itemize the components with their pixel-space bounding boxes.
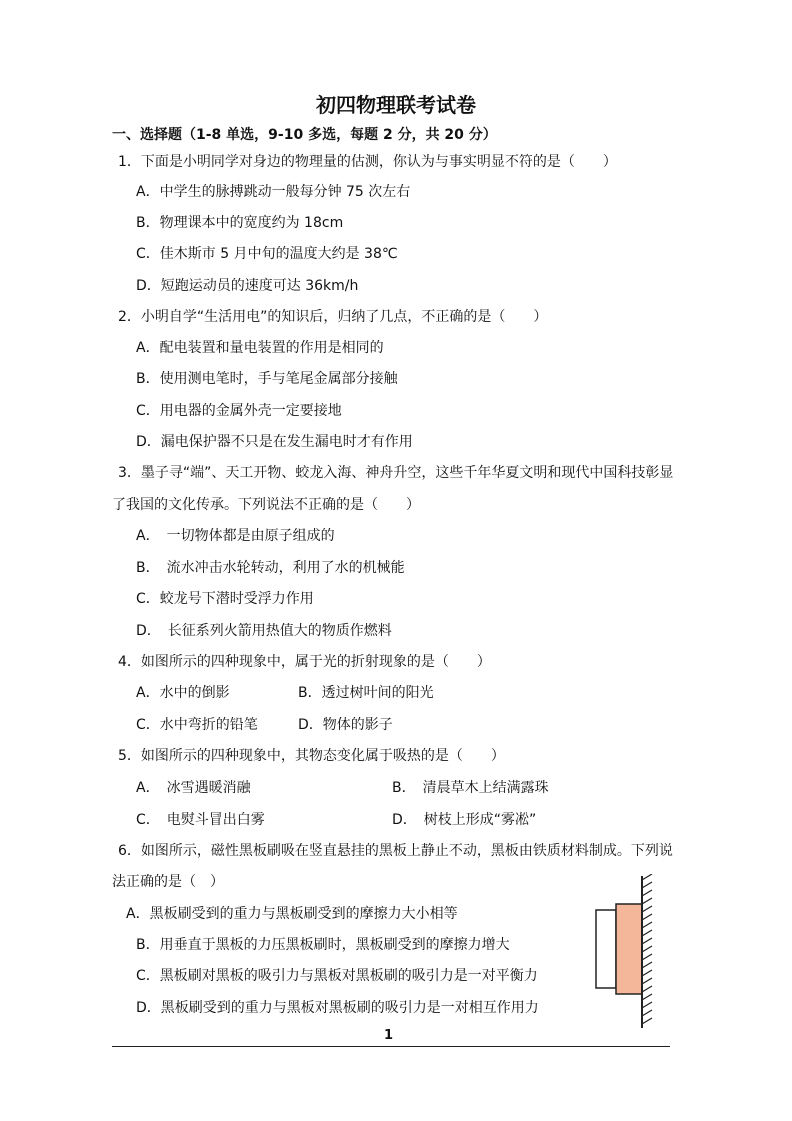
q6-stem-line1: 6．如图所示，磁性黑板刷吸在竖直悬挂的黑板上静止不动，黑板由铁质材料制成。下列说 <box>118 843 673 859</box>
q1-stem: 1．下面是小明同学对身边的物理量的估测，你认为与事实明显不符的是（ ） <box>118 154 617 170</box>
footer-divider <box>112 1046 670 1047</box>
q6-option-a: A．黑板刷受到的重力与黑板刷受到的摩擦力大小相等 <box>126 906 458 922</box>
q3-option-b: B． 流水冲击水轮转动，利用了水的机械能 <box>136 560 405 576</box>
q5-option-c: C． 电熨斗冒出白雾 <box>136 812 265 828</box>
q6-option-d: D．黑板刷受到的重力与黑板对黑板刷的吸引力是一对相互作用力 <box>136 1000 539 1016</box>
q5-option-b: B． 清晨草木上结满露珠 <box>392 780 549 796</box>
q5-option-a: A． 冰雪遇暖消融 <box>136 780 251 796</box>
q6-option-b: B．用垂直于黑板的力压黑板刷时，黑板刷受到的摩擦力增大 <box>136 937 510 953</box>
q3-option-c: C．蛟龙号下潜时受浮力作用 <box>136 591 314 607</box>
q6-option-c: C．黑板刷对黑板的吸引力与黑板对黑板刷的吸引力是一对平衡力 <box>136 968 538 984</box>
eraser-handle <box>596 910 616 988</box>
q4-option-d: D．物体的影子 <box>298 717 393 733</box>
q1-option-c: C．佳木斯市 5 月中旬的温度大约是 38℃ <box>136 246 398 262</box>
q2-stem: 2．小明自学“生活用电”的知识后，归纳了几点，不正确的是（ ） <box>118 309 548 325</box>
q1-option-d: D．短跑运动员的速度可达 36km/h <box>136 278 359 294</box>
q1-option-b: B．物理课本中的宽度约为 18cm <box>136 215 344 231</box>
q4-stem: 4．如图所示的四种现象中，属于光的折射现象的是（ ） <box>118 654 491 670</box>
blackboard-hatching <box>642 874 652 1024</box>
q3-option-d: D． 长征系列火箭用热值大的物质作燃料 <box>136 623 392 639</box>
page-number: 1 <box>384 1028 394 1043</box>
q4-option-a: A．水中的倒影 <box>136 685 230 701</box>
q5-stem: 5．如图所示的四种现象中，其物态变化属于吸热的是（ ） <box>118 748 505 764</box>
eraser-pad <box>616 904 642 994</box>
q3-stem-line2: 了我国的文化传承。下列说法不正确的是（ ） <box>112 497 420 513</box>
q2-option-d: D．漏电保护器不只是在发生漏电时才有作用 <box>136 434 413 450</box>
q2-option-b: B．使用测电笔时，手与笔尾金属部分接触 <box>136 371 398 387</box>
q3-option-a: A． 一切物体都是由原子组成的 <box>136 528 335 544</box>
q4-option-b: B．透过树叶间的阳光 <box>298 685 434 701</box>
q2-option-c: C．用电器的金属外壳一定要接地 <box>136 403 342 419</box>
q4-option-c: C．水中弯折的铅笔 <box>136 717 258 733</box>
section-heading: 一、选择题（1-8 单选，9-10 多选，每题 2 分，共 20 分） <box>112 127 497 143</box>
q3-stem-line1: 3．墨子寻“端”、天工开物、蛟龙入海、神舟升空，这些千年华夏文明和现代中国科技彰显 <box>118 465 674 481</box>
q6-stem-line2: 法正确的是（ ） <box>112 874 224 890</box>
q2-option-a: A．配电装置和量电装置的作用是相同的 <box>136 340 384 356</box>
exam-title: 初四物理联考试卷 <box>316 93 476 117</box>
blackboard-eraser-figure <box>594 874 656 1030</box>
q5-option-d: D． 树枝上形成“雾凇” <box>392 812 537 828</box>
q1-option-a: A．中学生的脉搏跳动一般每分钟 75 次左右 <box>136 184 411 200</box>
